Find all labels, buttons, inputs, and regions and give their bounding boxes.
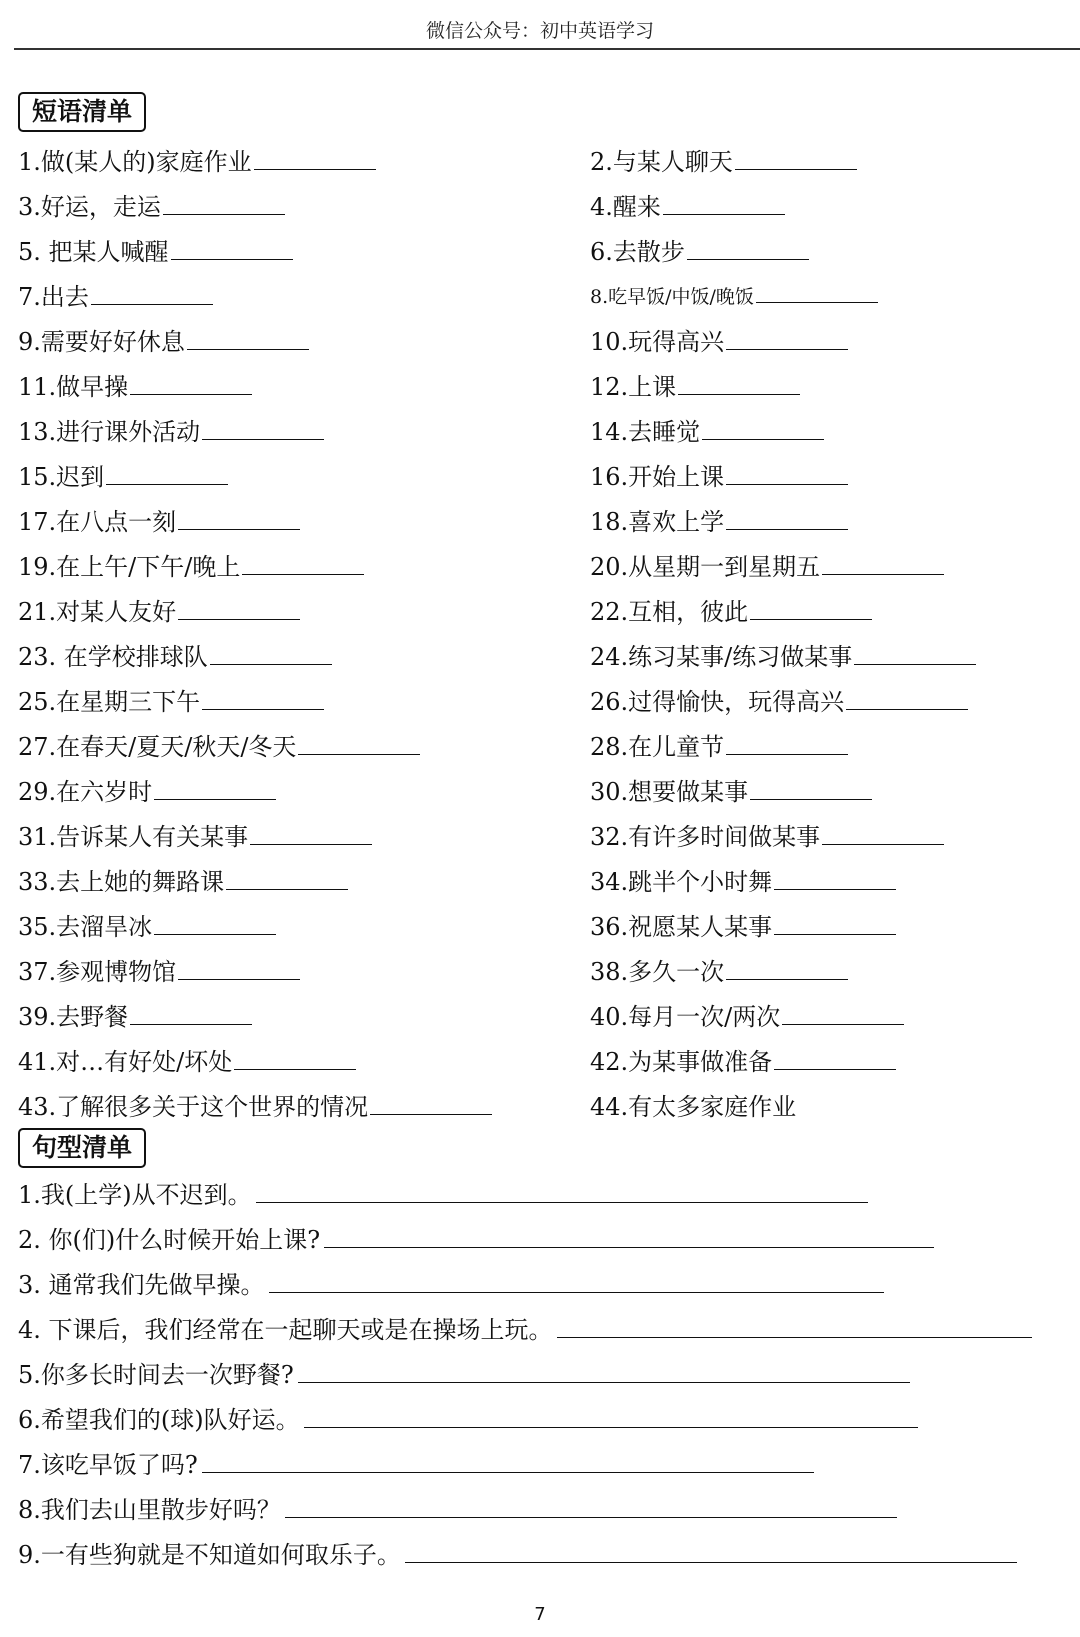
phrase-item: 33.去上她的舞路课: [18, 860, 590, 905]
answer-line[interactable]: [202, 1446, 814, 1473]
answer-blank[interactable]: [822, 548, 944, 575]
sentence-list: [18, 1173, 1080, 1578]
phrase-item: 32.有许多时间做某事: [590, 815, 1078, 860]
phrase-item: 20.从星期一到星期五: [590, 545, 1078, 590]
sentence-item: 9.一有些狗就是不知道如何取乐子。: [18, 1533, 1080, 1578]
phrase-item: 21.对某人友好: [18, 590, 590, 635]
answer-blank[interactable]: [782, 998, 904, 1025]
page-number: 7: [534, 1604, 546, 1625]
answer-blank[interactable]: [130, 368, 252, 395]
answer-blank[interactable]: [687, 233, 809, 260]
phrase-item: 5. 把某人喊醒: [18, 230, 590, 275]
sentence-item: 3. 通常我们先做早操。: [18, 1263, 1080, 1308]
sentence-section-title: 句型清单: [18, 1128, 146, 1168]
phrase-item: 28.在儿童节: [590, 725, 1078, 770]
phrase-item: 27.在春天/夏天/秋天/冬天: [18, 725, 590, 770]
answer-blank[interactable]: [91, 278, 213, 305]
answer-blank[interactable]: [254, 143, 376, 170]
answer-blank[interactable]: [171, 233, 293, 260]
sentence-item: 4. 下课后，我们经常在一起聊天或是在操场上玩。: [18, 1308, 1080, 1353]
header-divider: [14, 48, 1080, 50]
answer-blank[interactable]: [822, 818, 944, 845]
phrase-item: 23. 在学校排球队: [18, 635, 590, 680]
phrase-item: 18.喜欢上学: [590, 500, 1078, 545]
answer-blank[interactable]: [726, 323, 848, 350]
phrase-item: 37.参观博物馆: [18, 950, 590, 995]
phrase-item: 22.互相，彼此: [590, 590, 1078, 635]
answer-blank[interactable]: [663, 188, 785, 215]
phrase-item: 42.为某事做准备: [590, 1040, 1078, 1085]
sentence-item: 7.该吃早饭了吗?: [18, 1443, 1080, 1488]
phrase-item: 15.迟到: [18, 455, 590, 500]
phrase-item: 38.多久一次: [590, 950, 1078, 995]
phrase-item: 44.有太多家庭作业: [590, 1093, 797, 1121]
phrase-item: 36.祝愿某人某事: [590, 905, 1078, 950]
phrase-item: 41.对…有好处/坏处: [18, 1040, 590, 1085]
answer-blank[interactable]: [242, 548, 364, 575]
answer-blank[interactable]: [163, 188, 285, 215]
answer-blank[interactable]: [678, 368, 800, 395]
phrase-item: 8.吃早饭/中饭/晚饭: [590, 275, 1078, 320]
phrase-item: 29.在六岁时: [18, 770, 590, 815]
answer-blank[interactable]: [750, 593, 872, 620]
sentence-item: 1.我(上学)从不迟到。: [18, 1173, 1080, 1218]
answer-blank[interactable]: [154, 908, 276, 935]
answer-blank[interactable]: [774, 863, 896, 890]
sentence-item: 5.你多长时间去一次野餐?: [18, 1353, 1080, 1398]
answer-line[interactable]: [269, 1266, 884, 1293]
phrase-item: 34.跳半个小时舞: [590, 860, 1078, 905]
answer-blank[interactable]: [726, 503, 848, 530]
phrase-item: 7.出去: [18, 275, 590, 320]
answer-blank[interactable]: [187, 323, 309, 350]
phrase-item: 3.好运，走运: [18, 185, 590, 230]
answer-blank[interactable]: [202, 683, 324, 710]
answer-blank[interactable]: [726, 458, 848, 485]
phrase-item: 35.去溜旱冰: [18, 905, 590, 950]
phrase-item: 17.在八点一刻: [18, 500, 590, 545]
answer-blank[interactable]: [298, 728, 420, 755]
sentence-item: 2. 你(们)什么时候开始上课?: [18, 1218, 1080, 1263]
answer-blank[interactable]: [726, 953, 848, 980]
answer-blank[interactable]: [234, 1043, 356, 1070]
phrase-item: 40.每月一次/两次: [590, 995, 1078, 1040]
phrase-item: 39.去野餐: [18, 995, 590, 1040]
phrase-item: 13.进行课外活动: [18, 410, 590, 455]
answer-blank[interactable]: [735, 143, 857, 170]
answer-blank[interactable]: [370, 1088, 492, 1115]
phrase-section-title: 短语清单: [18, 92, 146, 132]
answer-blank[interactable]: [726, 728, 848, 755]
phrase-item: 31.告诉某人有关某事: [18, 815, 590, 860]
answer-line[interactable]: [298, 1356, 910, 1383]
answer-line[interactable]: [256, 1176, 868, 1203]
answer-blank[interactable]: [202, 413, 324, 440]
phrase-item: 1.做(某人的)家庭作业: [18, 140, 590, 185]
answer-blank[interactable]: [130, 998, 252, 1025]
sentence-item: 6.希望我们的(球)队好运。: [18, 1398, 1080, 1443]
answer-line[interactable]: [304, 1401, 918, 1428]
answer-line[interactable]: [557, 1311, 1032, 1338]
answer-blank[interactable]: [750, 773, 872, 800]
phrase-item: 6.去散步: [590, 230, 1078, 275]
phrase-item: 30.想要做某事: [590, 770, 1078, 815]
phrase-item: 24.练习某事/练习做某事: [590, 635, 1078, 680]
answer-blank[interactable]: [774, 908, 896, 935]
answer-blank[interactable]: [106, 458, 228, 485]
answer-blank[interactable]: [756, 276, 878, 303]
answer-blank[interactable]: [178, 593, 300, 620]
answer-blank[interactable]: [854, 638, 976, 665]
answer-blank[interactable]: [210, 638, 332, 665]
answer-blank[interactable]: [702, 413, 824, 440]
answer-blank[interactable]: [178, 503, 300, 530]
answer-blank[interactable]: [774, 1043, 896, 1070]
phrase-item: 9.需要好好休息: [18, 320, 590, 365]
answer-blank[interactable]: [250, 818, 372, 845]
phrase-item: 11.做早操: [18, 365, 590, 410]
phrase-item: 19.在上午/下午/晚上: [18, 545, 590, 590]
page-header: 微信公众号：初中英语学习: [425, 20, 654, 42]
answer-line[interactable]: [285, 1491, 897, 1518]
phrase-item: 4.醒来: [590, 185, 1078, 230]
answer-line[interactable]: [324, 1221, 934, 1248]
phrase-item: 16.开始上课: [590, 455, 1078, 500]
phrase-item: 14.去睡觉: [590, 410, 1078, 455]
sentence-item: 8.我们去山里散步好吗？: [18, 1488, 1080, 1533]
answer-blank[interactable]: [178, 953, 300, 980]
answer-blank[interactable]: [846, 683, 968, 710]
phrase-item: 43.了解很多关于这个世界的情况: [18, 1085, 590, 1130]
phrase-list: [18, 140, 1078, 1130]
answer-blank[interactable]: [154, 773, 276, 800]
phrase-item: 10.玩得高兴: [590, 320, 1078, 365]
answer-blank[interactable]: [226, 863, 348, 890]
phrase-item: 12.上课: [590, 365, 1078, 410]
answer-line[interactable]: [405, 1536, 1017, 1563]
phrase-item: 2.与某人聊天: [590, 140, 1078, 185]
phrase-item: 25.在星期三下午: [18, 680, 590, 725]
phrase-item: 26.过得愉快，玩得高兴: [590, 680, 1078, 725]
